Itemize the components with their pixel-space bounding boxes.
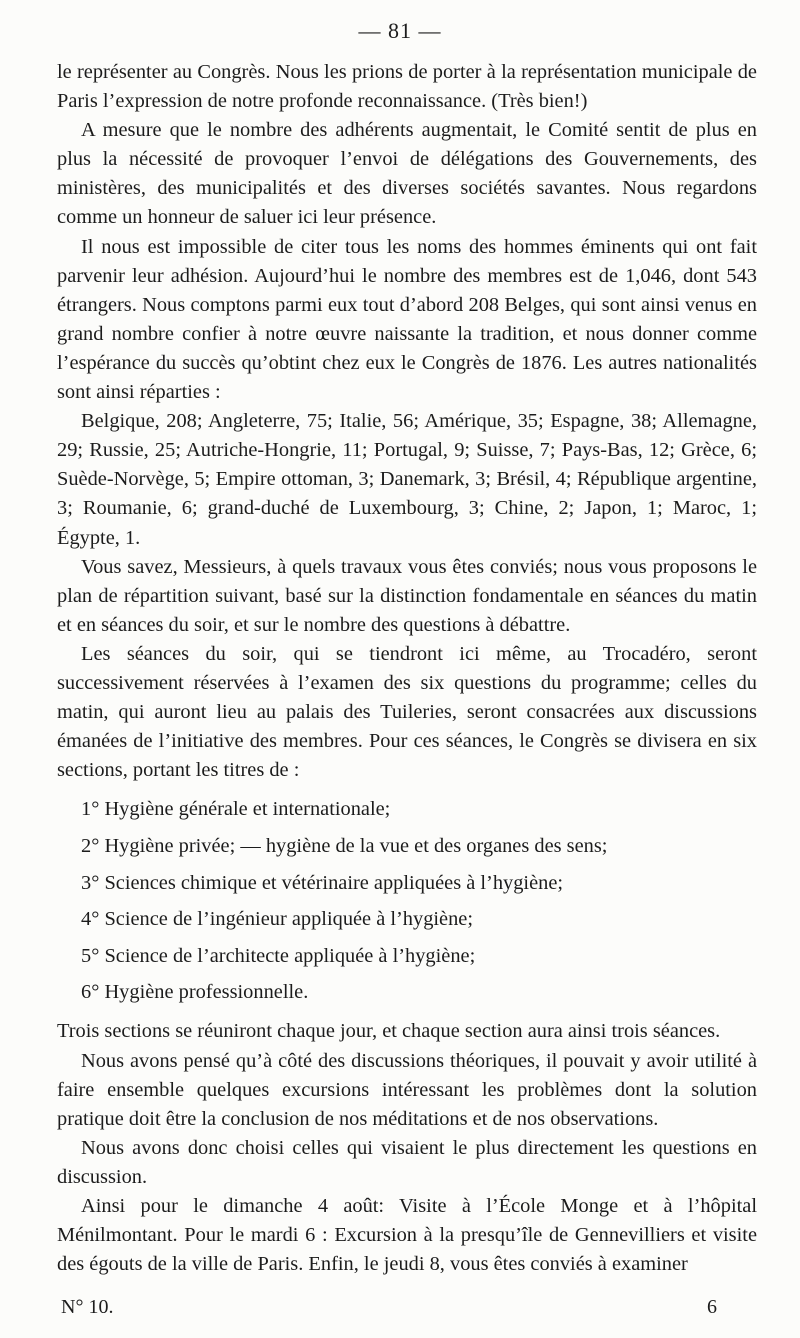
paragraph-3: Il nous est impossible de citer tous les noms des hommes éminents qui ont fait parvenir leur adhésion. Aujourd’hui le nombre des membres est de 1,046, dont 543 étrangers. Nous comptons parmi eux tout d’abord 208 Belges, qui sont ainsi venus en grand nombre confier à notre œuvre naissante la tradition, et nous donner comme l’espérance du succès qu’obtint chez eux le Congrès de 1876. Les autres nationalités sont ainsi réparties : <box>57 235 757 404</box>
list-item: 3° Sciences chimique et vétérinaire appliquées à l’hygiène; <box>81 871 564 894</box>
list-item: 4° Science de l’ingénieur appliquée à l’hygiène; <box>81 908 474 931</box>
list-item: 5° Science de l’architecte appliquée à l’hygiène; <box>81 944 476 967</box>
body-text <box>57 58 757 1279</box>
signature-mark: N° 10. <box>61 1296 114 1318</box>
folio-number: 6 <box>707 1296 717 1318</box>
paragraph-8: Nous avons pensé qu’à côté des discussions théoriques, il pouvait y avoir utilité à faire ensemble quelques excursions intéressant les problèmes dont la solution pratique doit être la conclusion de nos méditations et de nos observations. <box>57 1049 757 1130</box>
paragraph-2: A mesure que le nombre des adhérents augmentait, le Comité sentit de plus en plus la nécessité de provoquer l’envoi de délégations des Gouvernements, des ministères, des municipalités et des diverses sociétés savantes. Nous regardons comme un honneur de saluer ici leur présence. <box>57 119 757 229</box>
sections-list <box>57 795 757 1007</box>
paragraph-7: Trois sections se réuniront chaque jour, et chaque section aura ainsi trois séances. <box>57 1020 721 1043</box>
paragraph-5: Vous savez, Messieurs, à quels travaux vous êtes conviés; nous vous proposons le plan de répartition suivant, basé sur la distinction fondamentale en séances du matin et en séances du soir, et sur le nombre des questions à débattre. <box>57 555 757 636</box>
list-item: 2° Hygiène privée; — hygiène de la vue et des organes des sens; <box>81 834 608 857</box>
page-footer <box>57 1296 757 1319</box>
paragraph-6: Les séances du soir, qui se tiendront ici même, au Trocadéro, seront successivement réservées à l’examen des six questions du programme; celles du matin, qui auront lieu au palais des Tuileries, seront consacrées aux discussions émanées de l’initiative des membres. Pour ces séances, le Congrès se divisera en six sections, portant les titres de : <box>57 642 757 782</box>
paragraph-1: le représenter au Congrès. Nous les prions de porter à la représentation municipale de Paris l’expression de notre profonde reconnaissance. (Très bien!) <box>57 61 757 113</box>
page-number-header: — 81 — <box>358 18 442 43</box>
paragraph-9: Nous avons donc choisi celles qui visaient le plus directement les questions en discussion. <box>57 1136 757 1188</box>
list-item: 6° Hygiène professionnelle. <box>81 981 309 1004</box>
list-item: 1° Hygiène générale et internationale; <box>81 798 391 821</box>
paragraph-4: Belgique, 208; Angleterre, 75; Italie, 56; Amérique, 35; Espagne, 38; Allemagne, 29; Russie, 25; Autriche-Hongrie, 11; Portugal, 9; Suisse, 7; Pays-Bas, 12; Grèce, 6; Suède-Norvège, 5; Empire ottoman, 3; Danemark, 3; Brésil, 4; République argentine, 3; Roumanie, 6; grand-duché de Luxembourg, 3; Chine, 2; Japon, 1; Maroc, 1; Égypte, 1. <box>57 410 757 549</box>
paragraph-10: Ainsi pour le dimanche 4 août: Visite à l’École Monge et à l’hôpital Ménilmontant. Pour le mardi 6 : Excursion à la presqu’île de Gennevilliers et visite des égouts de la ville de Paris. Enfin, le jeudi 8, vous êtes conviés à examiner <box>57 1194 757 1276</box>
